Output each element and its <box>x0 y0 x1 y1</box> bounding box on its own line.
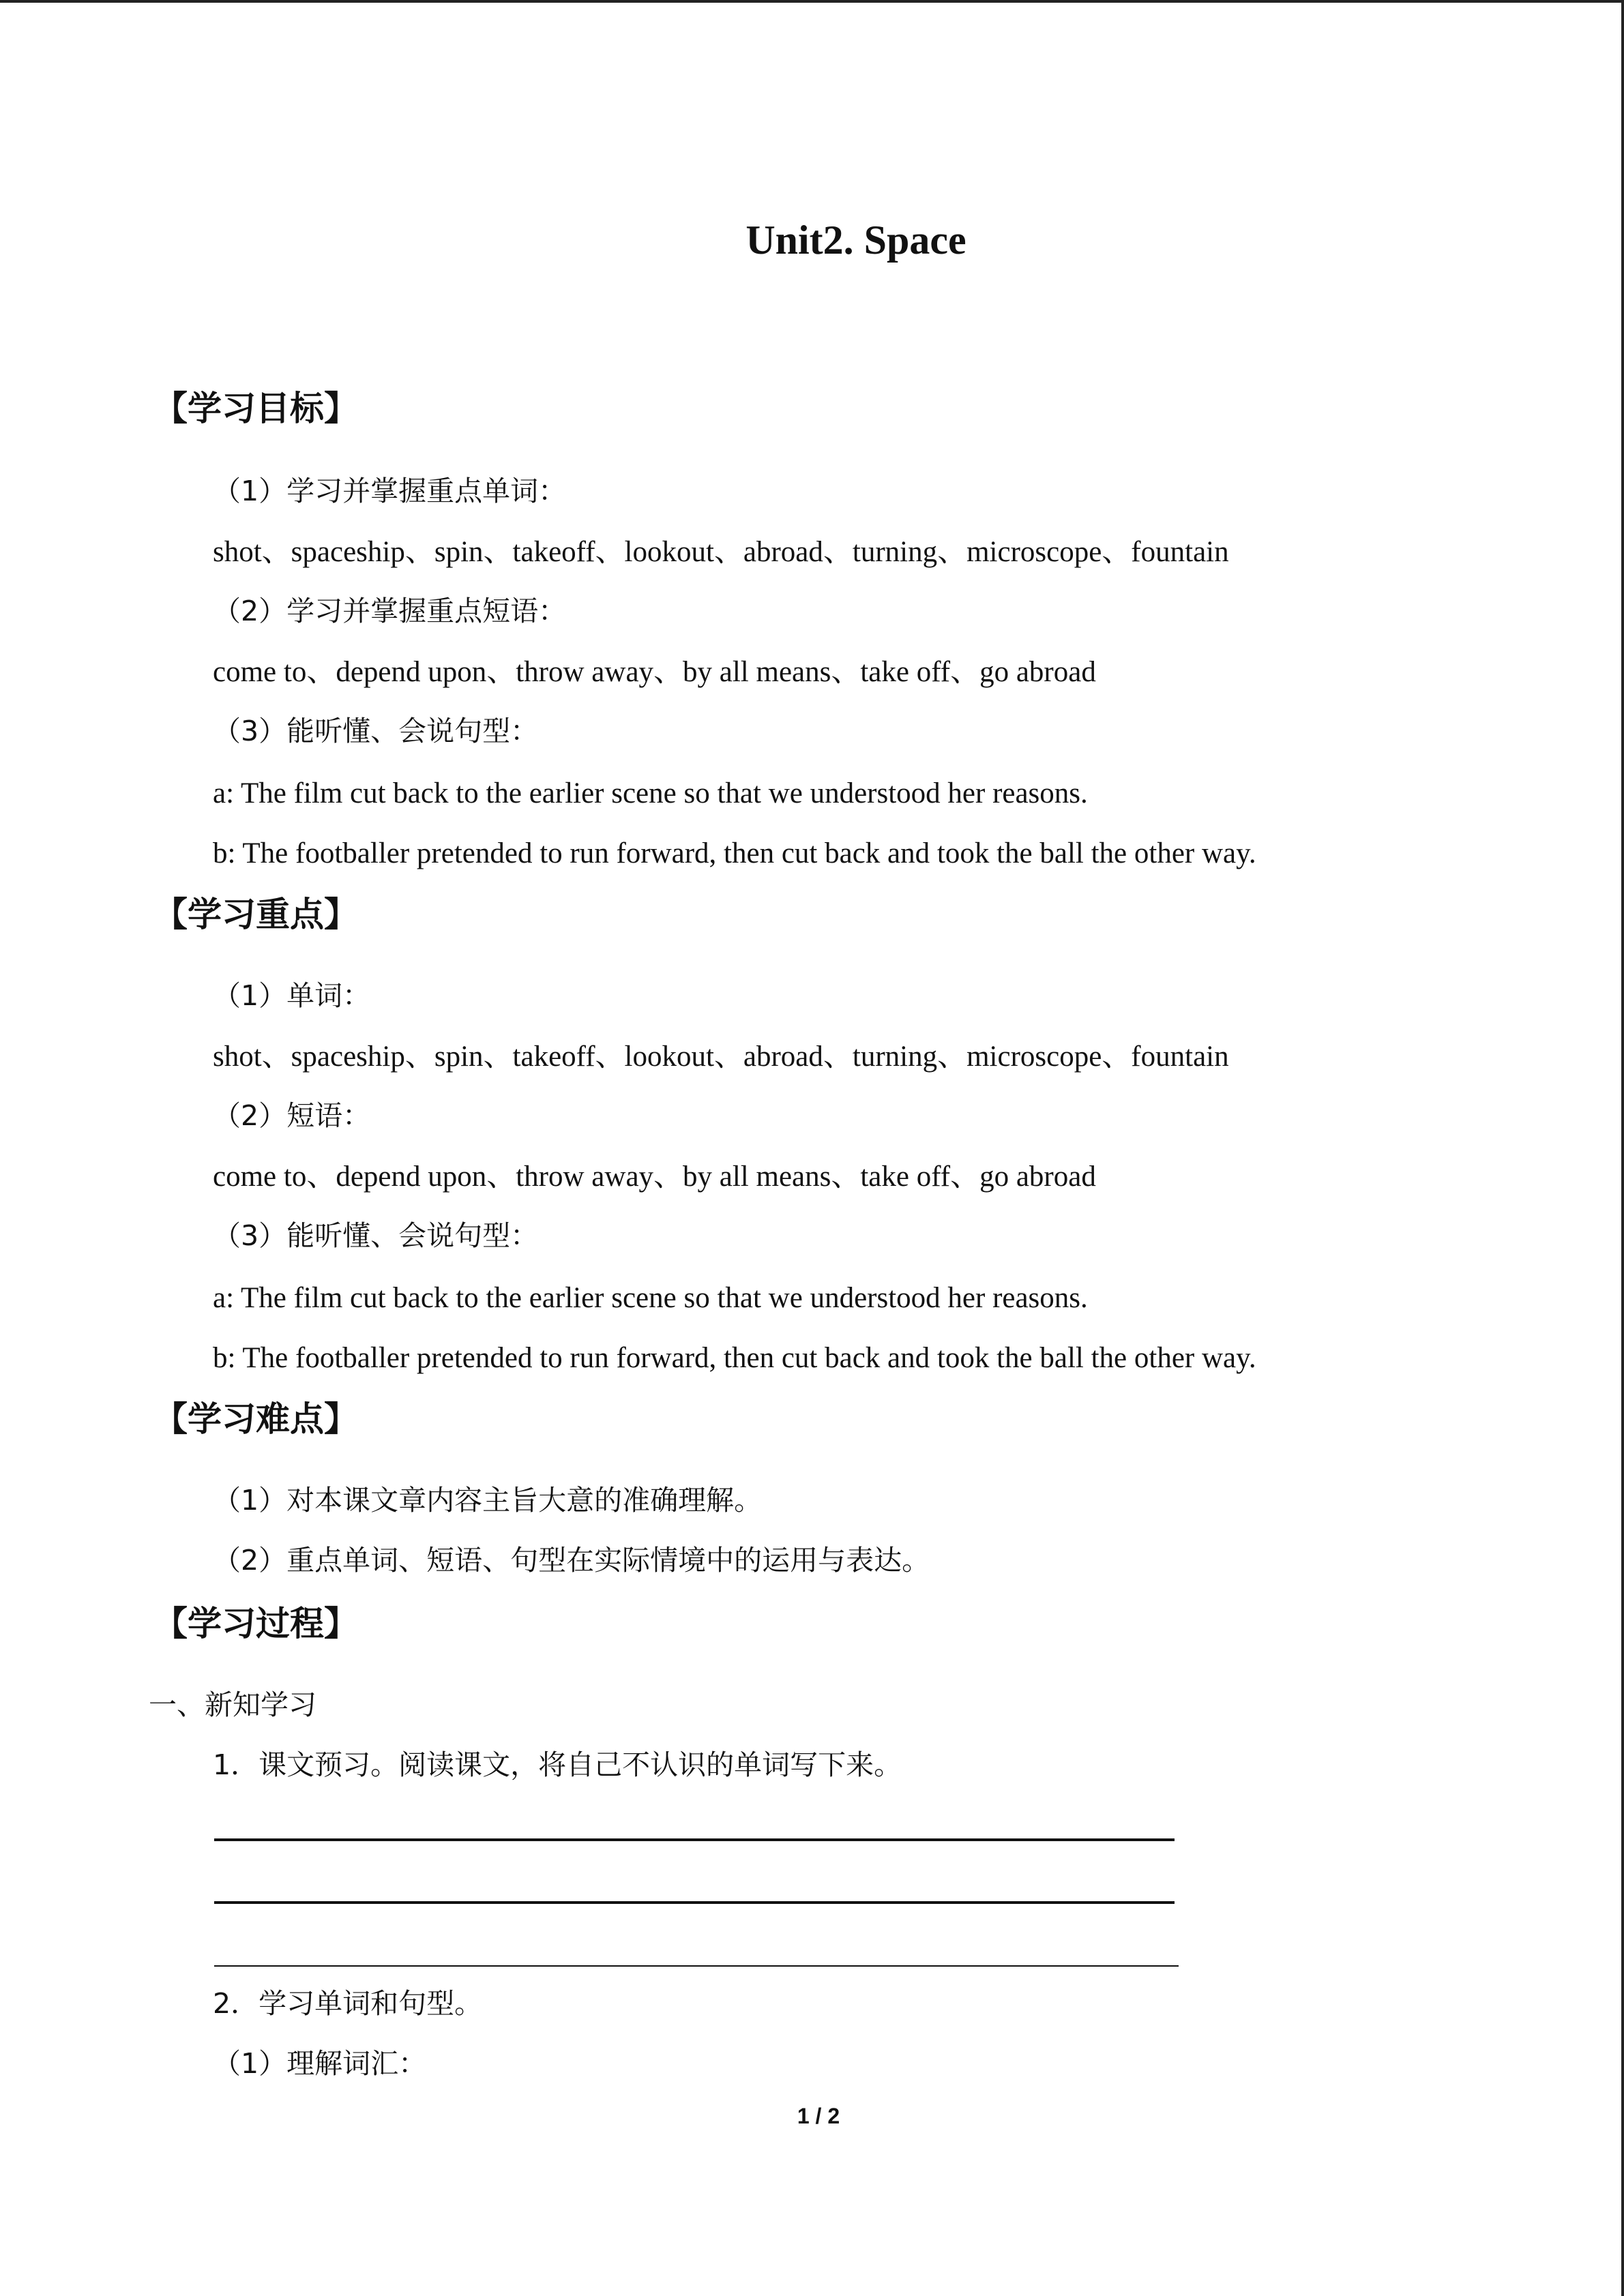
key-points-item2-label: （2）短语： <box>213 1099 371 1132</box>
key-points-item1-words: shot、spaceship、spin、takeoff、lookout、abroad、turning、microscope、fountain <box>213 1041 1229 1073</box>
page-right-border <box>1621 0 1624 2296</box>
goals-item2-phrases: come to、depend upon、throw away、by all means、take off、go abroad <box>213 656 1096 688</box>
key-points-item2-phrases: come to、depend upon、throw away、by all means、take off、go abroad <box>213 1161 1096 1193</box>
page-number: 1 / 2 <box>797 2104 840 2128</box>
answer-blank-line[interactable] <box>214 1838 1175 1841</box>
key-points-sentence-b: b: The footballer pretended to run forward, then cut back and took the ball the other way. <box>213 1342 1256 1374</box>
process-step2-sub1: （1）理解词汇： <box>213 2047 427 2080</box>
process-part1: 一、新知学习 <box>149 1688 316 1721</box>
section-heading-key-points: 【学习重点】 <box>153 895 358 934</box>
page-top-border <box>0 0 1624 3</box>
answer-blank-line[interactable] <box>214 1965 1179 1967</box>
goals-sentence-b: b: The footballer pretended to run forward, then cut back and took the ball the other way. <box>213 837 1256 869</box>
key-points-item3-label: （3）能听懂、会说句型： <box>213 1219 539 1252</box>
goals-item1-label: （1）学习并掌握重点单词： <box>213 475 567 507</box>
answer-blank-line[interactable] <box>214 1901 1175 1904</box>
difficulties-item1: （1）对本课文章内容主旨大意的准确理解。 <box>213 1484 763 1517</box>
section-heading-goals: 【学习目标】 <box>153 389 358 428</box>
key-points-item1-label: （1）单词： <box>213 979 371 1012</box>
page-title: Unit2. Space <box>745 218 966 263</box>
process-step1: 1．课文预习。阅读课文，将自己不认识的单词写下来。 <box>213 1748 902 1781</box>
goals-item1-words: shot、spaceship、spin、takeoff、lookout、abroad、turning、microscope、fountain <box>213 536 1229 568</box>
goals-item2-label: （2）学习并掌握重点短语： <box>213 595 567 627</box>
goals-sentence-a: a: The film cut back to the earlier scene so that we understood her reasons. <box>213 777 1088 809</box>
section-heading-process: 【学习过程】 <box>153 1604 358 1643</box>
difficulties-item2: （2）重点单词、短语、句型在实际情境中的运用与表达。 <box>213 1544 930 1577</box>
goals-item3-label: （3）能听懂、会说句型： <box>213 715 539 747</box>
process-step2: 2．学习单词和句型。 <box>213 1987 483 2020</box>
section-heading-difficulties: 【学习难点】 <box>153 1399 358 1439</box>
key-points-sentence-a: a: The film cut back to the earlier scene so that we understood her reasons. <box>213 1282 1088 1314</box>
